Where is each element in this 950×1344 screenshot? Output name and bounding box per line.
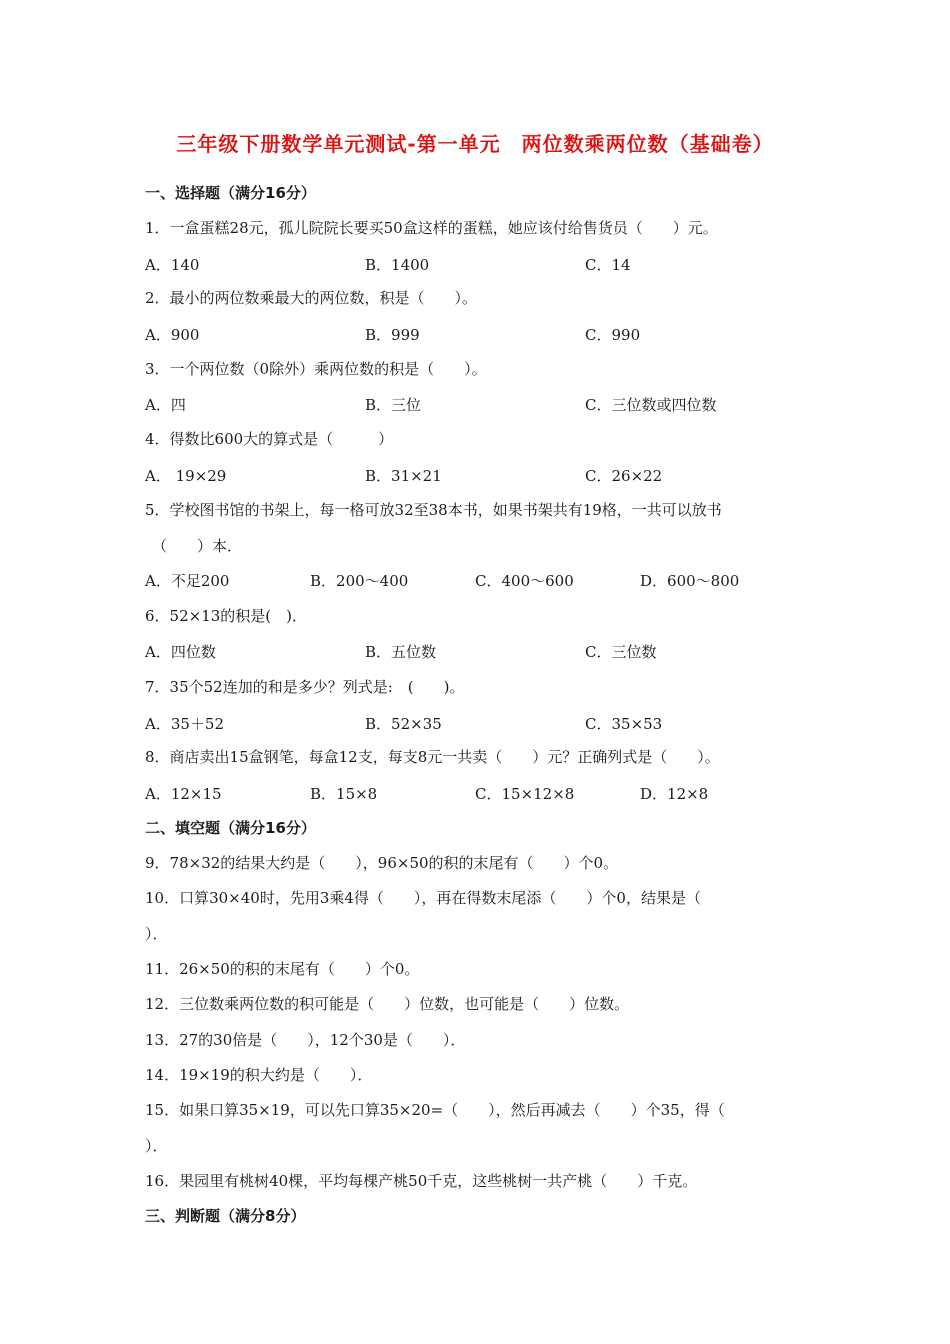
- question-8: 8．商店卖出15盒钢笔，每盒12支，每支8元一共卖（ ）元？正确列式是（ ）。: [145, 748, 720, 766]
- question-6: 6．52×13的积是( )．: [145, 607, 307, 625]
- question-1: 1．一盒蛋糕28元，孤儿院院长要买50盒这样的蛋糕，她应该付给售货员（ ）元。: [145, 219, 718, 237]
- question-13: 13．27的30倍是（ ），12个30是（ ）．: [145, 1031, 466, 1049]
- question-3: 3．一个两位数（0除外）乘两位数的积是（ ）。: [145, 360, 487, 378]
- q8-option-d: D．12×8: [640, 785, 709, 803]
- question-10-cont: ）．: [145, 925, 168, 943]
- q2-option-b: B．999: [365, 326, 420, 344]
- question-7: 7．35个52连加的和是多少？列式是: ( )。: [145, 678, 465, 696]
- section-heading-fill: 二、填空题（满分16分）: [145, 819, 316, 837]
- section-heading-choice: 一、选择题（满分16分）: [145, 184, 316, 202]
- q1-option-c: C．14: [585, 256, 631, 274]
- section-heading-judge: 三、判断题（满分8分）: [145, 1207, 306, 1225]
- question-15: 15．如果口算35×19，可以先口算35×20=（ ），然后再减去（ ）个35，得（: [145, 1101, 725, 1119]
- question-5: 5．学校图书馆的书架上，每一格可放32至38本书，如果书架共有19格，一共可以放书: [145, 501, 722, 519]
- q6-option-a: A．四位数: [145, 643, 216, 661]
- q4-option-c: C．26×22: [585, 467, 663, 485]
- q3-option-b: B．三位: [365, 396, 422, 414]
- q4-option-a: A． 19×29: [145, 467, 227, 485]
- question-11: 11．26×50的积的末尾有（ ）个0。: [145, 960, 420, 978]
- q5-option-a: A．不足200: [145, 572, 230, 590]
- question-16: 16．果园里有桃树40棵，平均每棵产桃50千克，这些桃树一共产桃（ ）千克。: [145, 1172, 698, 1190]
- question-5-cont: （ ）本．: [152, 537, 243, 555]
- q2-option-c: C．990: [585, 326, 641, 344]
- question-12: 12．三位数乘两位数的积可能是（ ）位数，也可能是（ ）位数。: [145, 995, 630, 1013]
- question-15-cont: ）．: [145, 1137, 168, 1155]
- q8-option-a: A．12×15: [145, 785, 222, 803]
- q8-option-b: B．15×8: [310, 785, 378, 803]
- q7-option-a: A．35＋52: [145, 715, 225, 733]
- question-14: 14．19×19的积大约是（ ）．: [145, 1066, 373, 1084]
- q6-option-c: C．三位数: [585, 643, 657, 661]
- q1-option-a: A．140: [145, 256, 200, 274]
- q5-option-c: C．400～600: [475, 572, 574, 590]
- q5-option-b: B．200～400: [310, 572, 409, 590]
- question-4: 4．得数比600大的算式是（ ）: [145, 430, 394, 448]
- q8-option-c: C．15×12×8: [475, 785, 575, 803]
- question-2: 2．最小的两位数乘最大的两位数，积是（ ）。: [145, 289, 478, 307]
- q7-option-c: C．35×53: [585, 715, 663, 733]
- q6-option-b: B．五位数: [365, 643, 437, 661]
- q3-option-a: A．四: [145, 396, 186, 414]
- question-10: 10．口算30×40时，先用3乘4得（ ），再在得数末尾添（ ）个0，结果是（: [145, 889, 701, 907]
- q1-option-b: B．1400: [365, 256, 430, 274]
- q2-option-a: A．900: [145, 326, 200, 344]
- q7-option-b: B．52×35: [365, 715, 442, 733]
- q5-option-d: D．600～800: [640, 572, 740, 590]
- question-9: 9．78×32的结果大约是（ ），96×50的积的末尾有（ ）个0。: [145, 854, 619, 872]
- page-title: 三年级下册数学单元测试-第一单元 两位数乘两位数（基础卷）: [176, 132, 774, 156]
- q4-option-b: B．31×21: [365, 467, 442, 485]
- q3-option-c: C．三位数或四位数: [585, 396, 717, 414]
